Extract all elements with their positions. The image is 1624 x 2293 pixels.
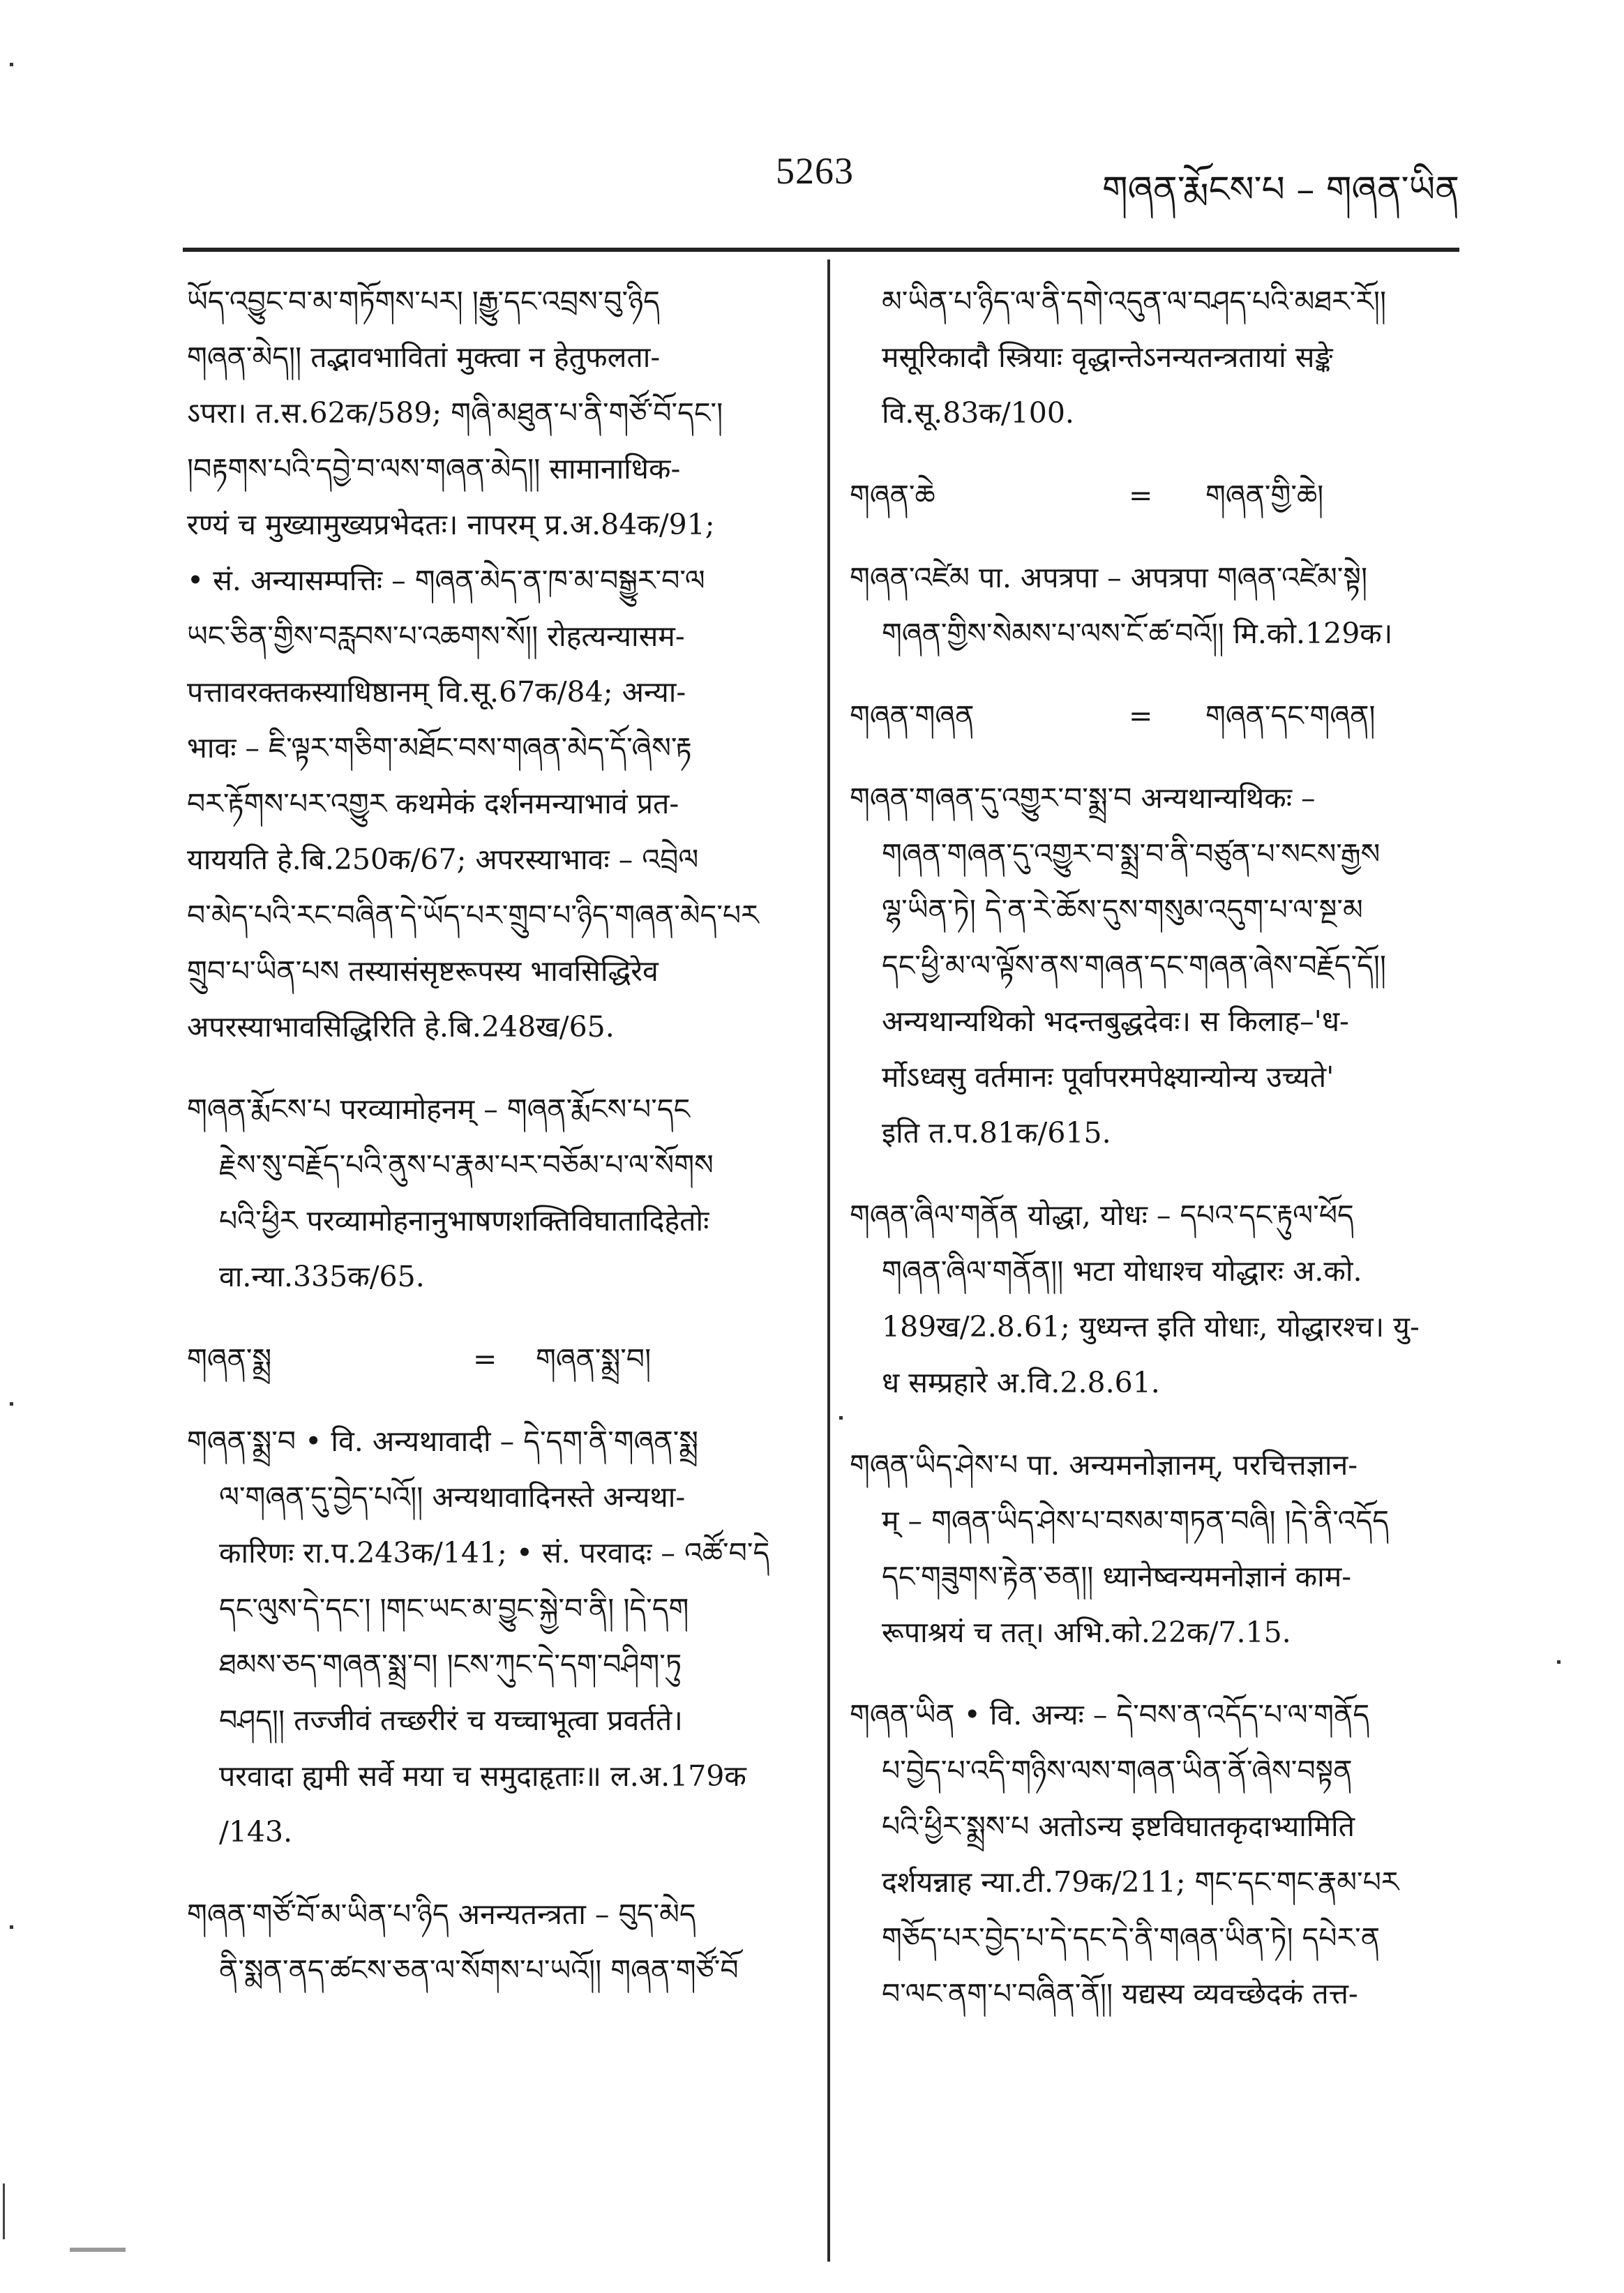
cross-reference-target: གཞན་སྨྲ་བ། xyxy=(536,1342,652,1376)
entry-line: གཞན་གྱིས་སེམས་པ་ལས་ངོ་ཚ་བའོ།། मि.को.129क। xyxy=(882,617,1393,650)
entry-line: मसूरिकादौ स्त्रियाः वृद्धान्तेऽनन्यतन्त्रतायां सङ्के xyxy=(882,340,1333,374)
entry-headline: གཞན་འཛེམ पा. अपत्रपा – अपत्रपा གཞན་འཛེམ་སྟེ། xyxy=(850,561,1368,594)
dictionary-entry xyxy=(850,770,1464,1161)
entry-line: ཡོད་འབྱུང་བ་མ་གཏོགས་པར། །རྒྱུ་དང་འབྲས་བུ་ཉིད xyxy=(187,285,660,318)
entry-headline: གཞན་གཙོ་བོ་མ་ཡིན་པ་ཉིད अनन्यतन्त्रता – བུད་མེད xyxy=(187,1897,696,1931)
entry-line: पत्तावरक्तकस्याधिष्ठानम् वि.सू.67क/84; अन्या- xyxy=(187,675,686,709)
cross-reference-entry xyxy=(850,688,1464,744)
entry-line: अपरस्याभावसिद्धिरिति हे.बि.248ख/65. xyxy=(187,1010,615,1044)
scan-smudge xyxy=(70,2248,126,2252)
dictionary-entry xyxy=(850,1437,1464,1660)
right-column xyxy=(850,273,1464,2048)
entry-line: ནི་སྨན་ནད་ཚངས་ཅན་ལ་སོགས་པ་ཡའོ།། གཞན་གཙོ་བོ xyxy=(219,1953,739,1987)
entry-headline: གཞན་གཞན་དུ་འགྱུར་བ་སྨྲ་བ अन्यथान्यथिकः – xyxy=(850,781,1316,815)
scan-edge-mark xyxy=(3,2183,5,2239)
entry-line: ཐམས་ཅད་གཞན་སྨྲ་བ། །ངས་ཀུང་དེ་དག་བཤིག་ཏུ xyxy=(219,1648,682,1681)
dictionary-entry xyxy=(187,1081,808,1305)
cross-reference-entry xyxy=(850,467,1464,523)
dictionary-entry xyxy=(187,1886,808,1998)
entry-headline: གཞན་ཞིལ་གནོན योद्धा, योधः – དཔའ་དང་རྟུལ་ཕོད xyxy=(850,1198,1354,1232)
headword: གཞན་ཆེ xyxy=(850,479,935,512)
entry-line: མ་ཡིན་པ་ཉིད་ལ་ནི་དགེ་འདུན་ལ་བཤད་པའི་མཐར་རོ།། xyxy=(882,285,1387,318)
entry-line: ध सम्प्रहारे अ.वि.2.8.61. xyxy=(882,1366,1160,1399)
dictionary-entry xyxy=(850,1687,1464,2022)
entry-line: अन्यथान्यथिको भदन्तबुद्धदेवः। स किलाह–'ध- xyxy=(882,1005,1349,1038)
entry-headline: གཞན་ཡིན • वि. अन्यः – དེ་བས་ན་འདོད་པ་ལ་གནོད xyxy=(850,1698,1370,1731)
entry-line: दर्शयन्नाह न्या.टी.79क/211; གང་དང་གང་རྣམ་པར xyxy=(882,1865,1399,1899)
entry-line: ऽपरा। त.स.62क/589; གཞི་མཐུན་པ་ནི་གཙོ་བོ་དང་། xyxy=(187,396,723,430)
entry-line: པའི་ཕྱིར་སྨྲས་པ अतोऽन्य इष्टविघातकृदाभ्यामिति xyxy=(882,1810,1355,1843)
equals-sign: = xyxy=(473,1342,497,1376)
entry-line: བར་རྟོགས་པར་འགྱུར कथमेकं दर्शनमन्याभावं प्रत- xyxy=(187,787,679,820)
running-head: གཞན་རྨོངས་པ – གཞན་ཡིན xyxy=(1102,169,1459,211)
entry-line: भावः – ཇི་ལྟར་གཅིག་མཐོང་བས་གཞན་མེད་དོ་ཞེས་རྟ xyxy=(187,731,692,765)
entry-line: བཤད།། तज्जीवं तच्छरीरं च यच्चाभूत्वा प्रवर्तते। xyxy=(219,1704,683,1737)
entry-line: याययति हे.बि.250क/67; अपरस्याभावः – འབྲེལ xyxy=(187,843,699,876)
entry-line: རྗེས་སུ་བརྗོད་པའི་ནུས་པ་རྣམ་པར་བཅོམ་པ་ལ་སོགས xyxy=(219,1148,714,1182)
entry-line: བ་མེད་པའི་རང་བཞིན་དེ་ཡོད་པར་གྲུབ་པ་ཉིད་གཞན་མེད་པར xyxy=(187,899,759,932)
entry-line: དང་ཕྱི་མ་ལ་ལྟོས་ནས་གཞན་དང་གཞན་ཞེས་བརྗོད་དོ།། xyxy=(882,949,1386,982)
cross-reference-target: གཞན་གྱི་ཆེ། xyxy=(1205,479,1324,512)
equals-sign: = xyxy=(1129,699,1153,732)
entry-line: म् – གཞན་ཡིད་ཤེས་པ་བསམ་གཏན་བཞི། །དེ་ནི་འདོད xyxy=(882,1504,1389,1538)
scan-speck xyxy=(10,63,13,66)
entry-line: /143. xyxy=(219,1815,293,1849)
scan-speck xyxy=(10,1925,13,1929)
entry-line: ལ་གཞན་དུ་བྱེད་པའོ།། अन्यथावादिनस्ते अन्यथा- xyxy=(219,1480,686,1514)
entry-line: परवादा ह्यमी सर्वे मया च समुदाहृताः॥ ल.अ.179क xyxy=(219,1759,746,1793)
cross-reference-entry xyxy=(187,1331,808,1387)
column-divider xyxy=(827,260,830,2262)
cross-reference-target: གཞན་དང་གཞན། xyxy=(1205,699,1376,732)
entry-line: དང་ལུས་དེ་དང་། །གང་ཡང་མ་བྱུང་སྐྱེ་བ་ནི། །དེ་དག xyxy=(219,1592,689,1625)
entry-line: वा.न्या.335क/65. xyxy=(219,1260,425,1293)
entry-line: གཞན་གཞན་དུ་འགྱུར་བ་སྨྲ་བ་ནི་བཙུན་པ་སངས་རྒྱས xyxy=(882,837,1381,871)
entry-line: कारिणः रा.प.243क/141; • सं. परवादः – འཚོ་བ་དེ xyxy=(219,1536,770,1570)
dictionary-entry xyxy=(850,1187,1464,1411)
entry-line: གཅོད་པར་བྱེད་པ་དེ་དང་དེ་ནི་གཞན་ཡིན་ཏེ། དཔེར་ན xyxy=(882,1921,1381,1955)
entry-line: ལྷ་ཡིན་ཏེ། དེ་ན་རེ་ཆོས་དུས་གསུམ་འདུག་པ་ལ་སྔ་མ xyxy=(882,893,1363,926)
entry-line: 189ख/2.8.61; युध्यन्त इति योधाः, योद्धारश्च। यु- xyxy=(882,1310,1420,1344)
scan-speck xyxy=(10,1402,13,1406)
dictionary-entry xyxy=(850,273,1464,441)
headword: གཞན་གཞན xyxy=(850,699,975,732)
entry-headline: གཞན་ཡིད་ཤེས་པ पा. अन्यमनोज्ञानम्, परचित्तज्ञान- xyxy=(850,1448,1358,1482)
page-number: 5263 xyxy=(776,150,854,192)
entry-headline: གཞན་རྨོངས་པ परव्यामोहनम् – གཞན་རྨོངས་པ་དང xyxy=(187,1092,691,1126)
left-column xyxy=(187,273,808,2024)
equals-sign: = xyxy=(1129,479,1153,512)
entry-line: པ་བྱེད་པ་འདི་གཉིས་ལས་གཞན་ཡིན་ནོ་ཞེས་བསྟན xyxy=(882,1754,1353,1787)
scan-speck xyxy=(839,1416,843,1420)
entry-line: །བརྟགས་པའི་དབྱེ་བ་ལས་གཞན་མེད།། सामानाधिक- xyxy=(187,452,681,486)
headword: གཞན་སྨྲ xyxy=(187,1342,272,1376)
entry-line: པའི་ཕྱིར परव्यामोहनानुभाषणशक्तिविघातादिहेतोः xyxy=(219,1204,709,1238)
entry-headline: གཞན་སྨྲ་བ • वि. अन्यथावादी – དེ་དག་ནི་གཞན་སྨྲ xyxy=(187,1424,698,1458)
entry-line: གཞན་ཞིལ་གནོན།། भटा योधाश्च योद्धारः अ.को. xyxy=(882,1254,1362,1288)
entry-line: གྲུབ་པ་ཡིན་པས तस्यासंसृष्टरूपस्य भावसिद्धिरेव xyxy=(187,954,659,988)
dictionary-entry xyxy=(187,273,808,1055)
dictionary-entry xyxy=(187,1413,808,1860)
scan-speck xyxy=(1557,1660,1561,1664)
entry-line: र्मोऽध्वसु वर्तमानः पूर्वापरमपेक्ष्यान्योन्य उच्यते' xyxy=(882,1060,1334,1094)
entry-line: ཡང་ཅིན་གྱིས་བརླབས་པ་འཆགས་སོ།། रोहत्यन्यासम- xyxy=(187,619,685,653)
entry-line: དང་གཟུགས་རྟེན་ཅན།། ध्यानेष्वन्यमनोज्ञानं काम- xyxy=(882,1560,1352,1593)
entry-line: इति त.प.81क/615. xyxy=(882,1116,1111,1150)
entry-line: वि.सू.83क/100. xyxy=(882,396,1074,430)
header-rule xyxy=(183,248,1459,252)
entry-line: रूपाश्रयं च तत्। अभि.को.22क/7.15. xyxy=(882,1616,1291,1649)
entry-line: གཞན་མེད།། तद्भावभावितां मुक्त्वा न हेतुफलता- xyxy=(187,340,661,374)
entry-line: रण्यं च मुख्यामुख्यप्रभेदतः। नापरम् प्र.अ.84क/91; xyxy=(187,508,715,541)
entry-line: • सं. अन्यासम्पत्तिः – གཞན་མེད་ན་ཁ་མ་བསྒྱུར་བ་ལ xyxy=(187,564,705,597)
dictionary-entry xyxy=(850,550,1464,661)
entry-line: བ་ལང་ནག་པ་བཞིན་ནོ།། यद्यस्य व्यवच्छेदकं तत्त- xyxy=(882,1977,1358,2010)
